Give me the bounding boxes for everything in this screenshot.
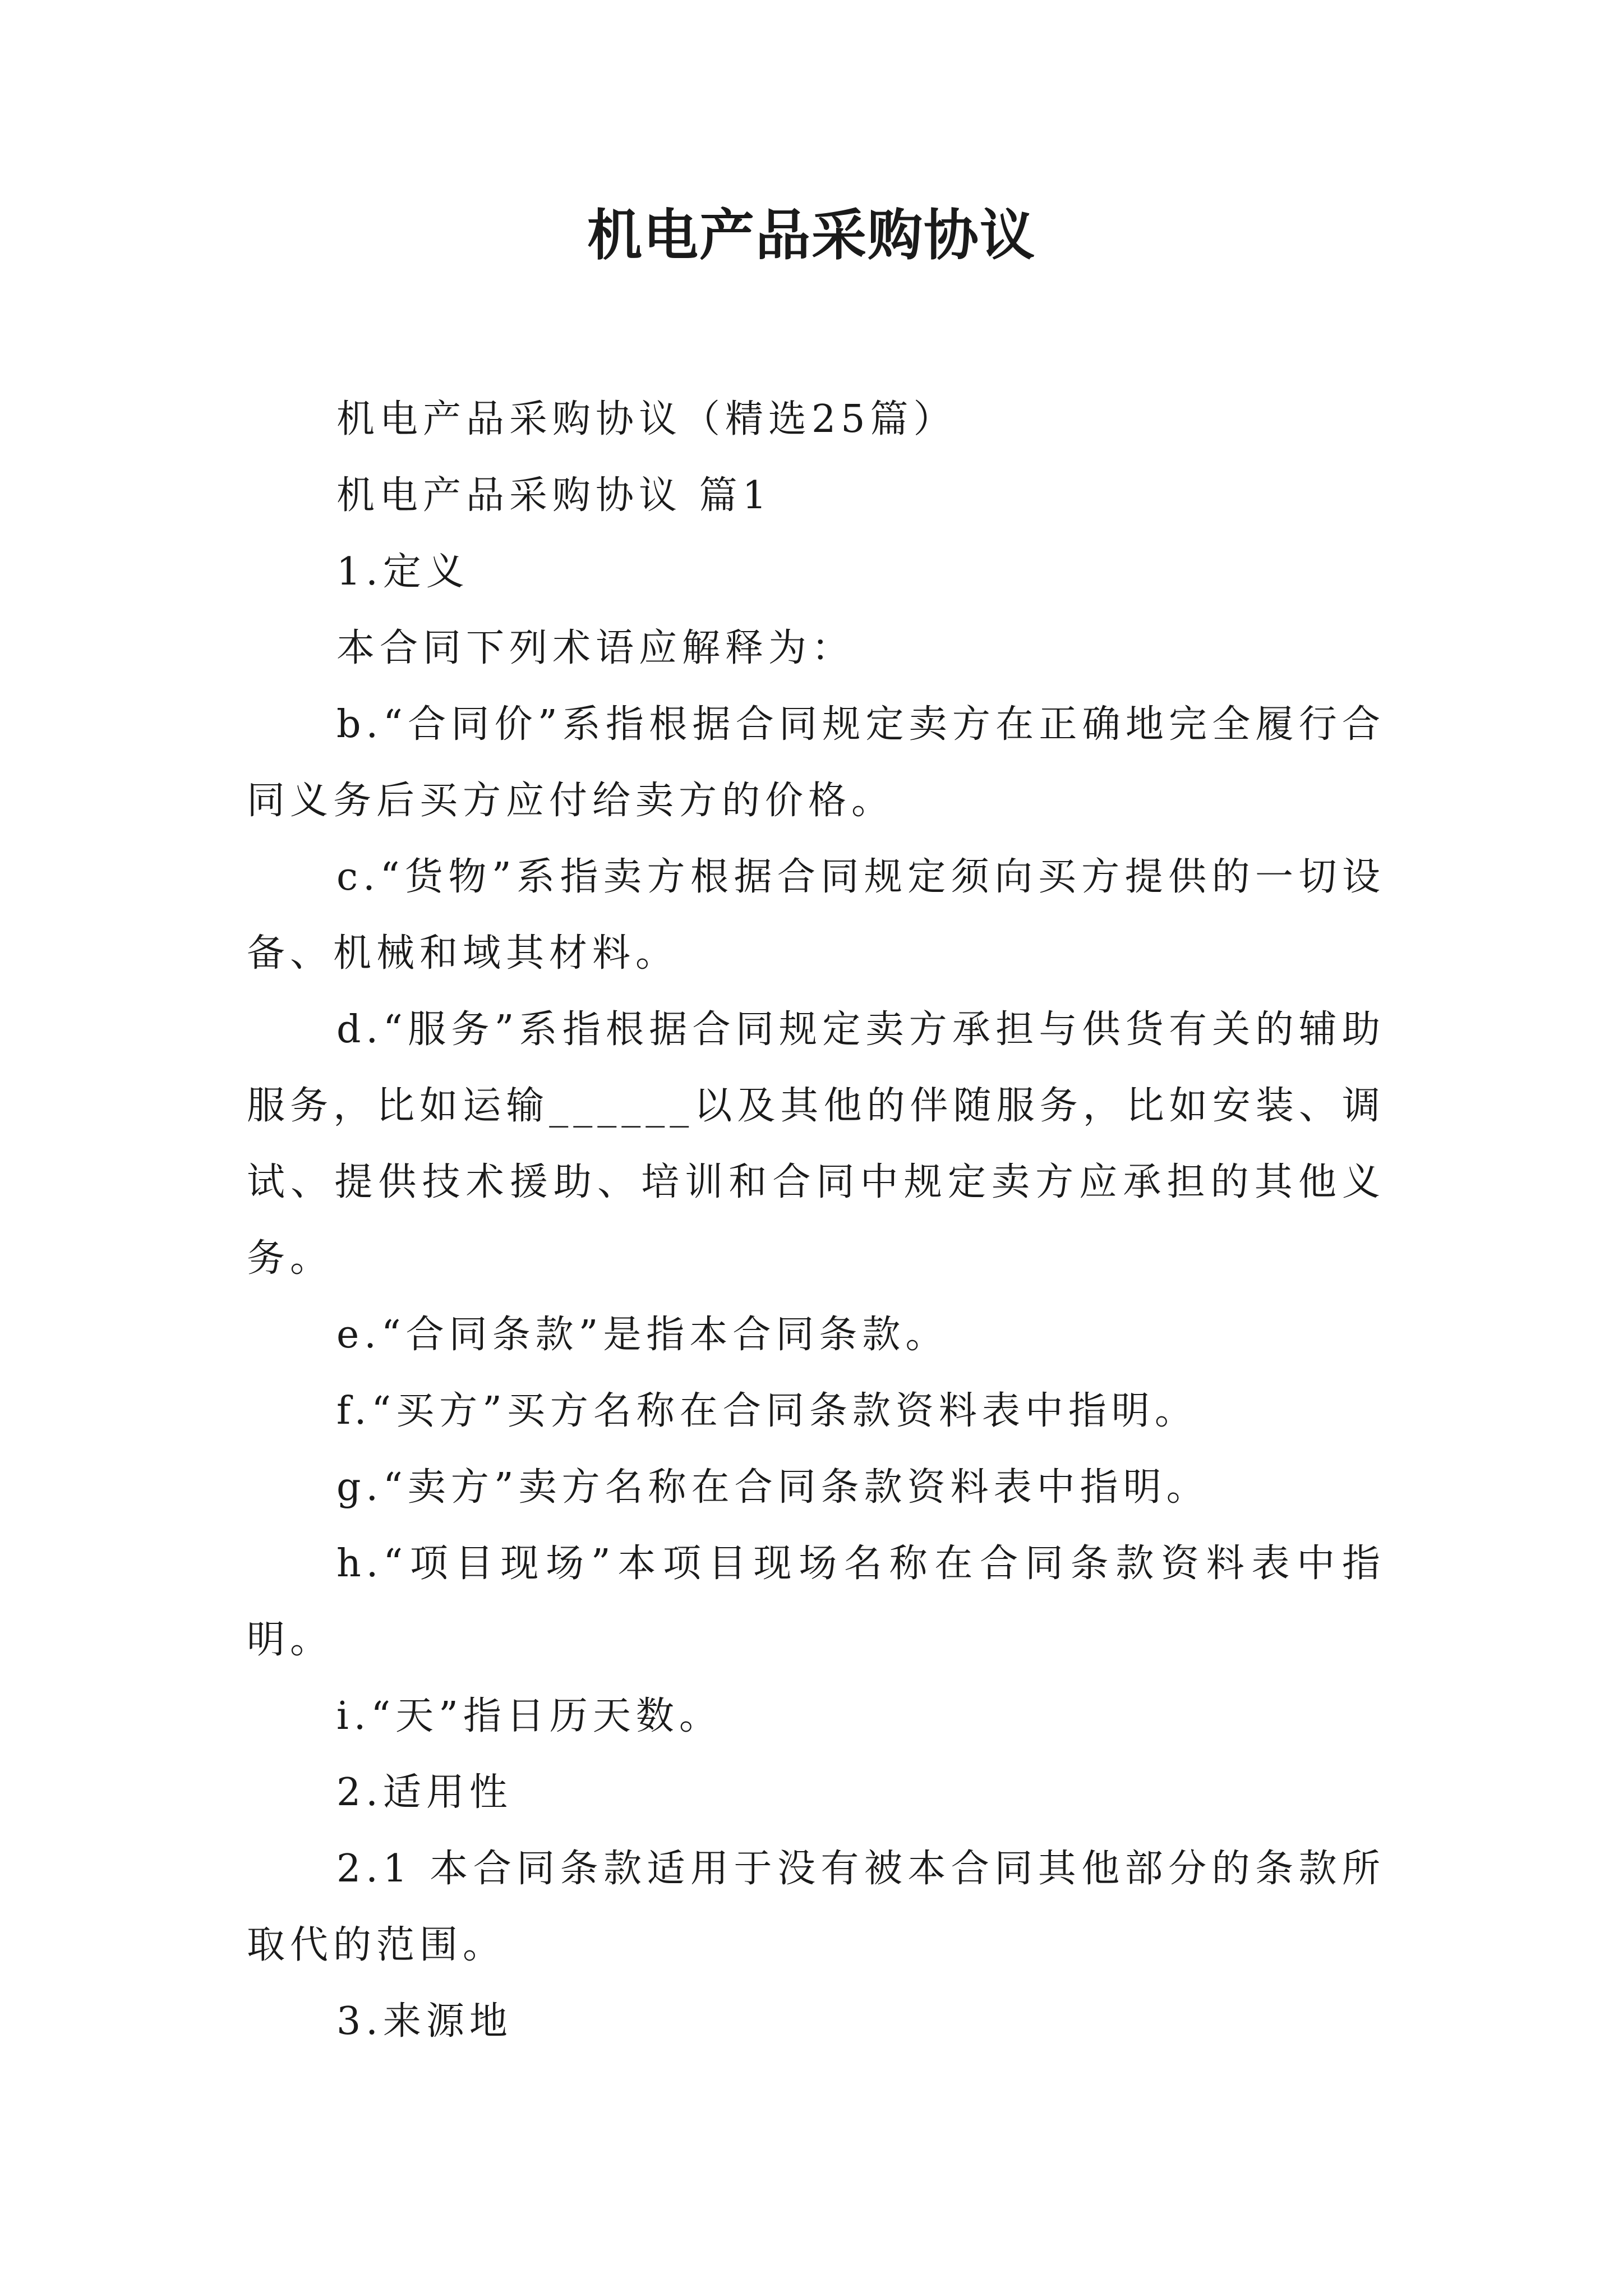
paragraph-definition-g: g.“卖方”卖方名称在合同条款资料表中指明。 — [336, 1465, 1210, 1510]
paragraph-definition-h: h.“项目现场”本项目现场名称在合同条款资料表中指明。 — [247, 1542, 1385, 1662]
paragraph-clause-1-heading: 1.定义 — [336, 550, 469, 594]
paragraph-clause-2-heading: 2.适用性 — [336, 1770, 513, 1815]
document-body — [247, 381, 1385, 2060]
paragraph-definitions-intro: 本合同下列术语应解释为： — [336, 626, 855, 670]
paragraph-definition-e: e.“合同条款”是指本合同条款。 — [336, 1313, 949, 1357]
paragraph-clause-2-1: 2.1 本合同条款适用于没有被本合同其他部分的条款所取代的范围。 — [247, 1847, 1385, 1967]
paragraph-clause-3-heading: 3.来源地 — [336, 1999, 513, 2044]
document-title: 机电产品采购协议 — [587, 203, 1036, 268]
paragraph-definition-d: d.“服务”系指根据合同规定卖方承担与供货有关的辅助服务，比如运输______以及其他的伴随服务，比如安装、调试、提供技术援助、培训和合同中规定卖方应承担的其他义务。 — [247, 1007, 1385, 1281]
paragraph-definition-f: f.“买方”买方名称在合同条款资料表中指明。 — [336, 1389, 1198, 1433]
paragraph-subtitle: 机电产品采购协议（精选25篇） — [336, 397, 957, 441]
paragraph-definition-c: c.“货物”系指卖方根据合同规定须向买方提供的一切设备、机械和域其材料。 — [247, 855, 1385, 976]
paragraph-section-heading: 机电产品采购协议 篇1 — [336, 473, 772, 518]
paragraph-definition-i: i.“天”指日历天数。 — [336, 1694, 722, 1738]
paragraph-definition-b: b.“合同价”系指根据合同规定卖方在正确地完全履行合同义务后买方应付给卖方的价格。 — [247, 702, 1385, 823]
